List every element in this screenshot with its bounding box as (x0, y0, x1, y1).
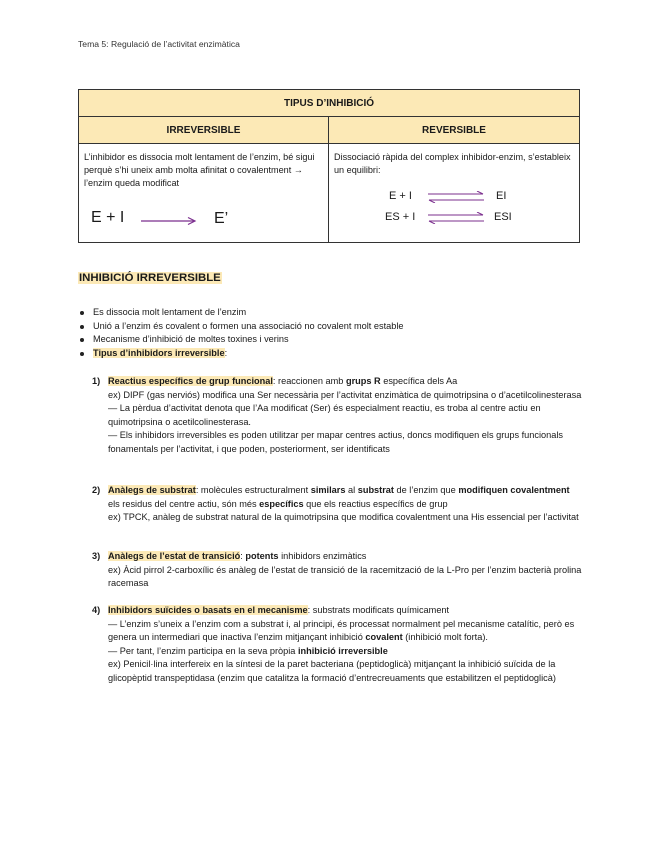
irreversible-arrow-icon (141, 216, 197, 226)
equilibrium-2-left: ES + I (385, 211, 416, 223)
item-title: Anàlegs de substrat (108, 485, 196, 495)
page-header: Tema 5: Regulació de l’activitat enzimàtica (78, 39, 240, 49)
irreversible-eq-right: E’ (214, 210, 229, 227)
item-title: Inhibidors suïcides o basats en el mecanisme (108, 605, 308, 615)
inhibitor-type-4: 4) Inhibidors suïcides o basats en el mecanisme: substrats modificats químicament — L’enzim s’uneix a l’enzim com a substrat i, al principi, és processat normalment pel mecanisme catalític, però es genera un intermediari que inactiva l’enzim mitjançant inhibició covalent (inhibició molt forta). — Per tant, l’enzim participa en la seva pròpia inhibició irreversible ex) Penicil·lina interfereix en la síntesi de la paret bacteriana (peptidoglicà) mitjançant la inhibició suïcida de la glicopèptid transpeptidasa (enzim que catalitza la formació d’entrecreuaments que estabilitzen el peptidoglicà) (92, 605, 575, 683)
list-item: Es dissocia molt lentament de l’enzim (78, 306, 404, 320)
item-title: Reactius específics de grup funcional (108, 376, 273, 386)
irreversible-eq-left: E + I (91, 209, 125, 226)
inhibitor-type-3: 3) Anàlegs de l’estat de transició: potents inhibidors enzimàtics ex) Àcid pirrol 2-carboxílic és anàleg de l’estat de transició de la racemització de la L-Pro per l’enzim bacterià prolina racemasa (92, 551, 582, 589)
section-title: INHIBICIÓ IRREVERSIBLE (79, 272, 221, 284)
inhibitor-type-2: 2) Anàlegs de substrat: molècules estructuralment similars al substrat de l’enzim que modifiquen covalentment els residus del centre actiu, són més específics que els reactius específics de grup ex) TPCK, anàleg de substrat natural de la quimotripsina que modifica covalentment una His essencial per l’activitat (92, 485, 579, 523)
inhibition-types-table (78, 89, 580, 243)
irreversible-description: L’inhibidor es dissocia molt lentament de l’enzim, bé sigui perquè s’hi uneix amb molta afinitat o covalentment → l’enzim queda modificat (84, 152, 315, 189)
table-title: TIPUS D’INHIBICIÓ (79, 90, 580, 117)
equilibrium-arrows-icon (427, 212, 485, 224)
reversible-description: Dissociació ràpida del complex inhibidor-enzim, s’estableix un equilibri: (334, 152, 571, 176)
reversible-heading: REVERSIBLE (329, 117, 580, 144)
irreversible-heading: IRREVERSIBLE (79, 117, 329, 144)
list-item: Tipus d’inhibidors irreversible: (78, 347, 404, 361)
inhibitor-type-1: 1) Reactius específics de grup funcional: reaccionen amb grups R específica dels Aa ex) DIPF (gas nerviós) modifica una Ser necessària per l’activitat enzimàtica de quimotripsina o d’acetilcolinesterasa — La pèrdua d’activitat denota que l’Aa modificat (Ser) és especialment reactiu, es troba al centre actiu en quimotripsina o acetilcolinesterasa. — Els inhibidors irreversibles es poden utilitzar per mapar centres actius, doncs modifiquen els grups funcionals fonamentals per l’activitat, i que poden, posteriorment, ser identificats (92, 376, 582, 454)
list-item: Unió a l’enzim és covalent o formen una associació no covalent molt estable (78, 320, 404, 334)
reversible-cell (329, 144, 580, 243)
summary-bullet-list (78, 306, 404, 360)
irreversible-cell (79, 144, 329, 243)
equilibrium-1-left: E + I (389, 190, 412, 202)
equilibrium-arrows-icon (427, 191, 485, 203)
equilibrium-2-right: ESI (494, 211, 512, 223)
equilibrium-1-right: EI (496, 190, 507, 202)
list-item: Mecanisme d’inhibició de moltes toxines i verins (78, 333, 404, 347)
item-title: Anàlegs de l’estat de transició (108, 551, 241, 561)
